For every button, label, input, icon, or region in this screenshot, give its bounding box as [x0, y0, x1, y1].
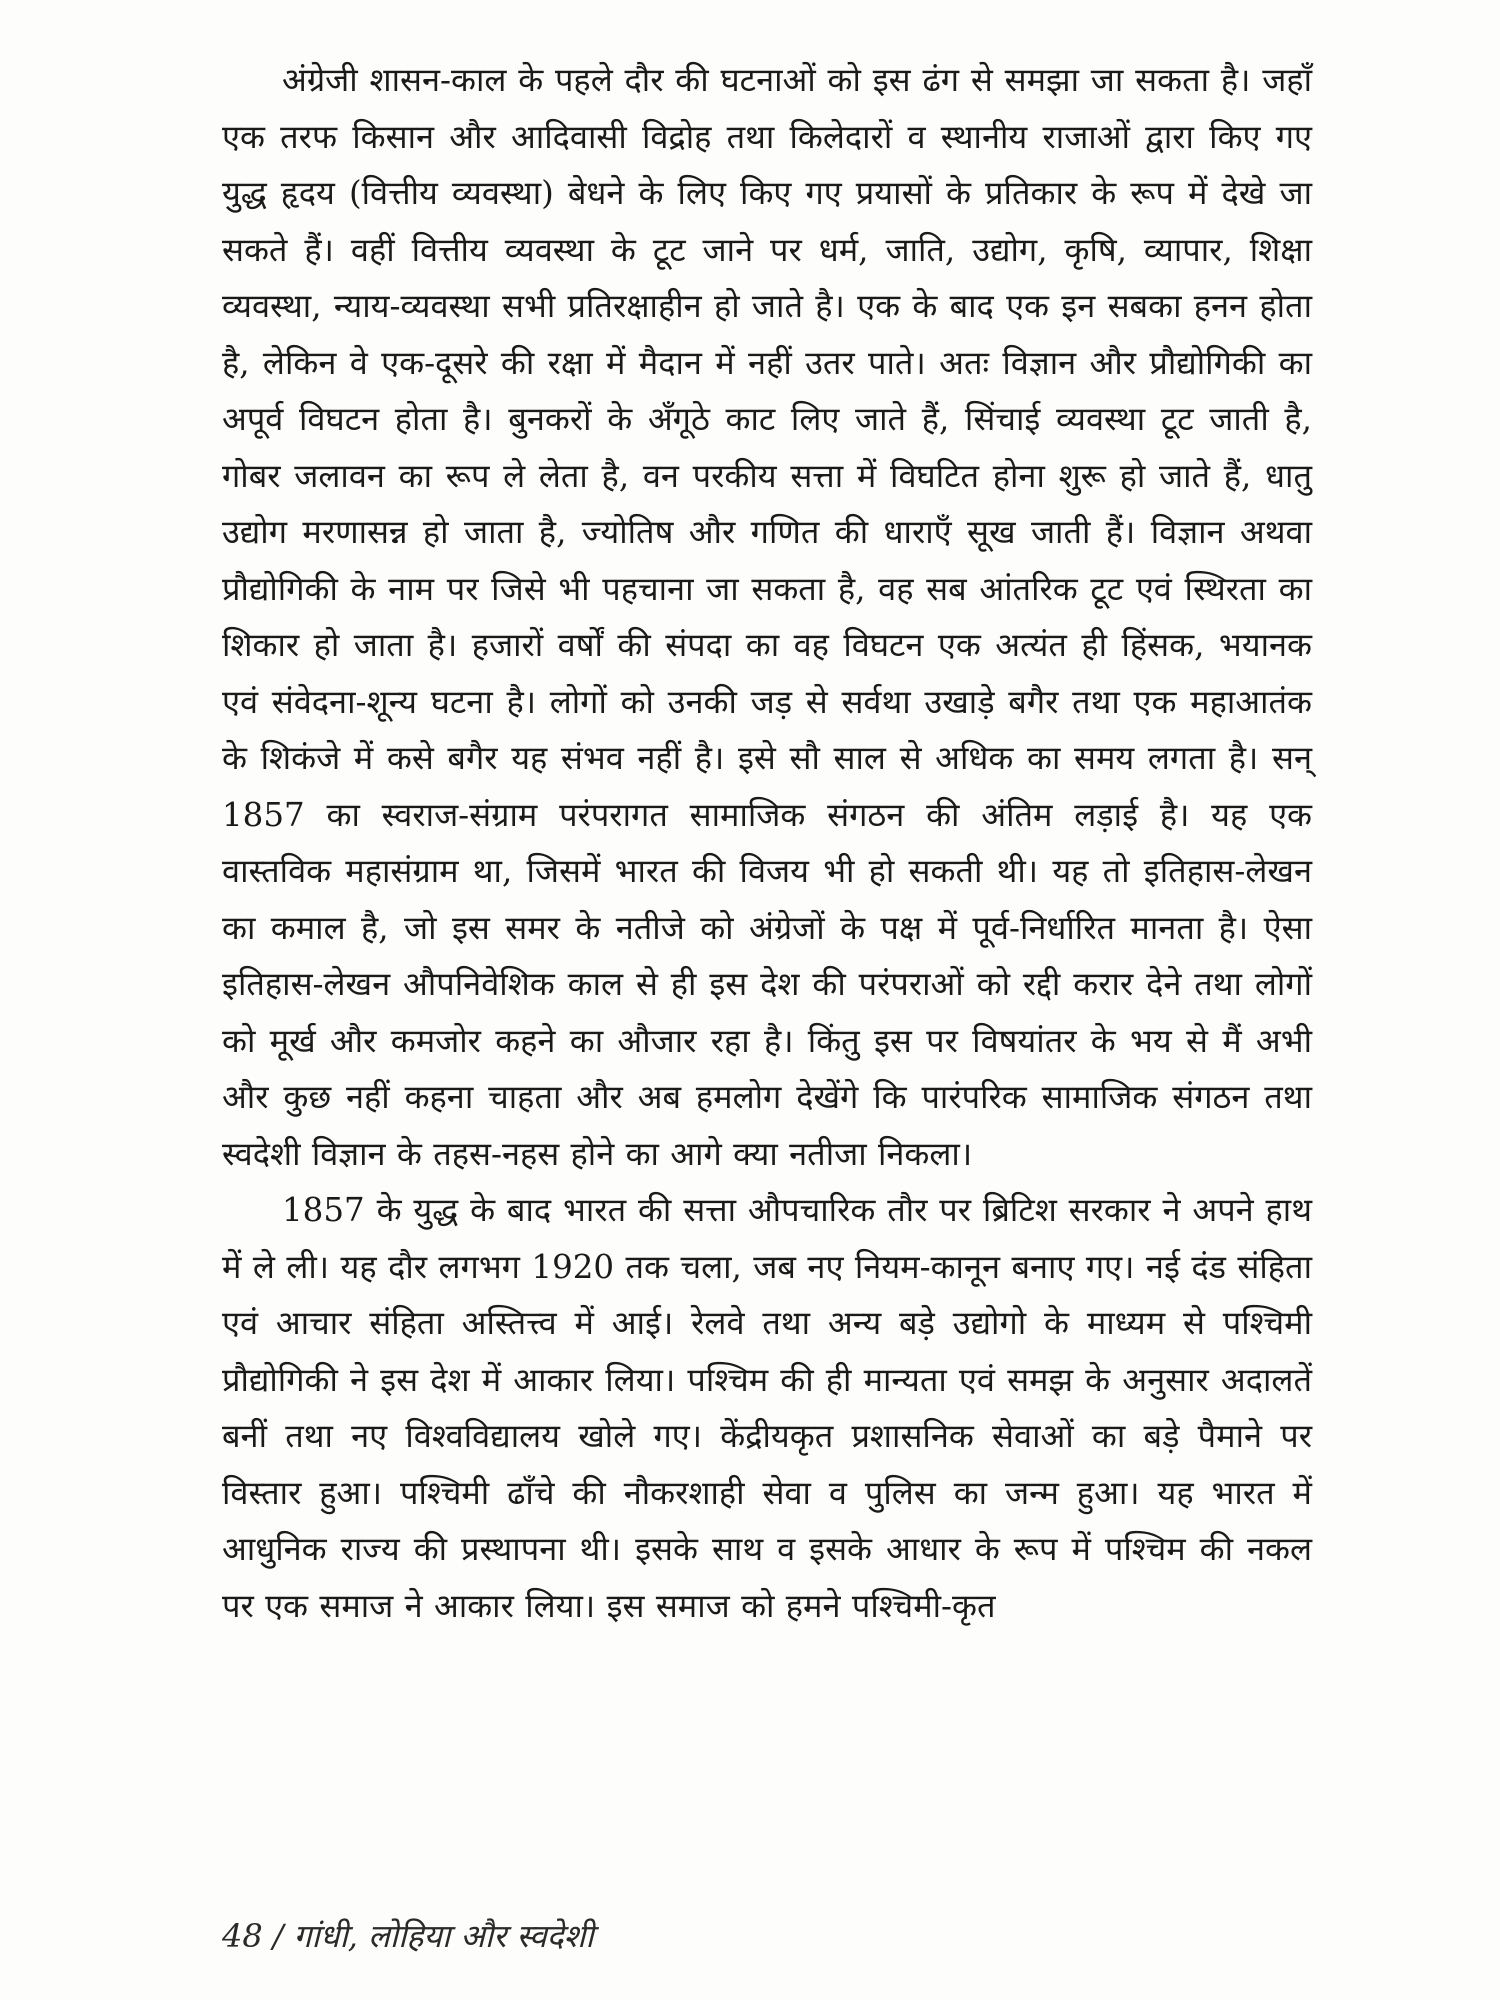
paragraph-1: अंग्रेजी शासन-काल के पहले दौर की घटनाओं को इस ढंग से समझा जा सकता है। जहाँ एक तरफ किसान और आदिवासी विद्रोह तथा किलेदारों व स्थानीय राजाओं द्वारा किए गए युद्ध हृदय (वित्तीय व्यवस्था) बेधने के लिए किए गए प्रयासों के प्रतिकार के रूप में देखे जा सकते हैं। वहीं वित्तीय व्यवस्था के टूट जाने पर धर्म, जाति, उद्योग, कृषि, व्यापार, शिक्षा व्यवस्था, न्याय-व्यवस्था सभी प्रतिरक्षाहीन हो जाते है। एक के बाद एक इन सबका हनन होता है, लेकिन वे एक-दूसरे की रक्षा में मैदान में नहीं उतर पाते। अतः विज्ञान और प्रौद्योगिकी का अपूर्व विघटन होता है। बुनकरों के अँगूठे काट लिए जाते हैं, सिंचाई व्यवस्था टूट जाती है, गोबर जलावन का रूप ले लेता है, वन परकीय सत्ता में विघटित होना शुरू हो जाते हैं, धातु उद्योग मरणासन्न हो जाता है, ज्योतिष और गणित की धाराएँ सूख जाती हैं। विज्ञान अथवा प्रौद्योगिकी के नाम पर जिसे भी पहचाना जा सकता है, वह सब आंतरिक टूट एवं स्थिरता का शिकार हो जाता है। हजारों वर्षों की संपदा का वह विघटन एक अत्यंत ही हिंसक, भयानक एवं संवेदना-शून्य घटना है। लोगों को उनकी जड़ से सर्वथा उखाड़े बगैर तथा एक महाआतंक के शिकंजे में कसे बगैर यह संभव नहीं है। इसे सौ साल से अधिक का समय लगता है। सन् 1857 का स्वराज-संग्राम परंपरागत सामाजिक संगठन की अंतिम लड़ाई है। यह एक वास्तविक महासंग्राम था, जिसमें भारत की विजय भी हो सकती थी। यह तो इतिहास-लेखन का कमाल है, जो इस समर के नतीजे को अंग्रेजों के पक्ष में पूर्व-निर्धारित मानता है। ऐसा इतिहास-लेखन औपनिवेशिक काल से ही इस देश की परंपराओं को रद्दी करार देने तथा लोगों को मूर्ख और कमजोर कहने का औजार रहा है। किंतु इस पर विषयांतर के भय से मैं अभी और कुछ नहीं कहना चाहता और अब हमलोग देखेंगे कि पारंपरिक सामाजिक संगठन तथा स्वदेशी विज्ञान के तहस-नहस होने का आगे क्या नतीजा निकला।	[222, 61, 1312, 1173]
paragraph-2: 1857 के युद्ध के बाद भारत की सत्ता औपचारिक तौर पर ब्रिटिश सरकार ने अपने हाथ में ले ली। यह दौर लगभग 1920 तक चला, जब नए नियम-कानून बनाए गए। नई दंड संहिता एवं आचार संहिता अस्तित्त्व में आई। रेलवे तथा अन्य बड़े उद्योगो के माध्यम से पश्चिमी प्रौद्योगिकी ने इस देश में आकार लिया। पश्चिम की ही मान्यता एवं समझ के अनुसार अदालतें बनीं तथा नए विश्वविद्यालय खोले गए। केंद्रीयकृत प्रशासनिक सेवाओं का बड़े पैमाने पर विस्तार हुआ। पश्चिमी ढाँचे की नौकरशाही सेवा व पुलिस का जन्म हुआ। यह भारत में आधुनिक राज्य की प्रस्थापना थी। इसके साथ व इसके आधार के रूप में पश्चिम की नकल पर एक समाज ने आकार लिया। इस समाज को हमने पश्चिमी-कृत	[222, 1191, 1312, 1625]
footer-separator: /	[272, 1917, 284, 1955]
book-title: गांधी, लोहिया और स्वदेशी	[293, 1917, 594, 1955]
page-number: 48	[222, 1917, 263, 1955]
page-footer	[222, 1914, 594, 1957]
body-text	[222, 52, 1312, 1634]
